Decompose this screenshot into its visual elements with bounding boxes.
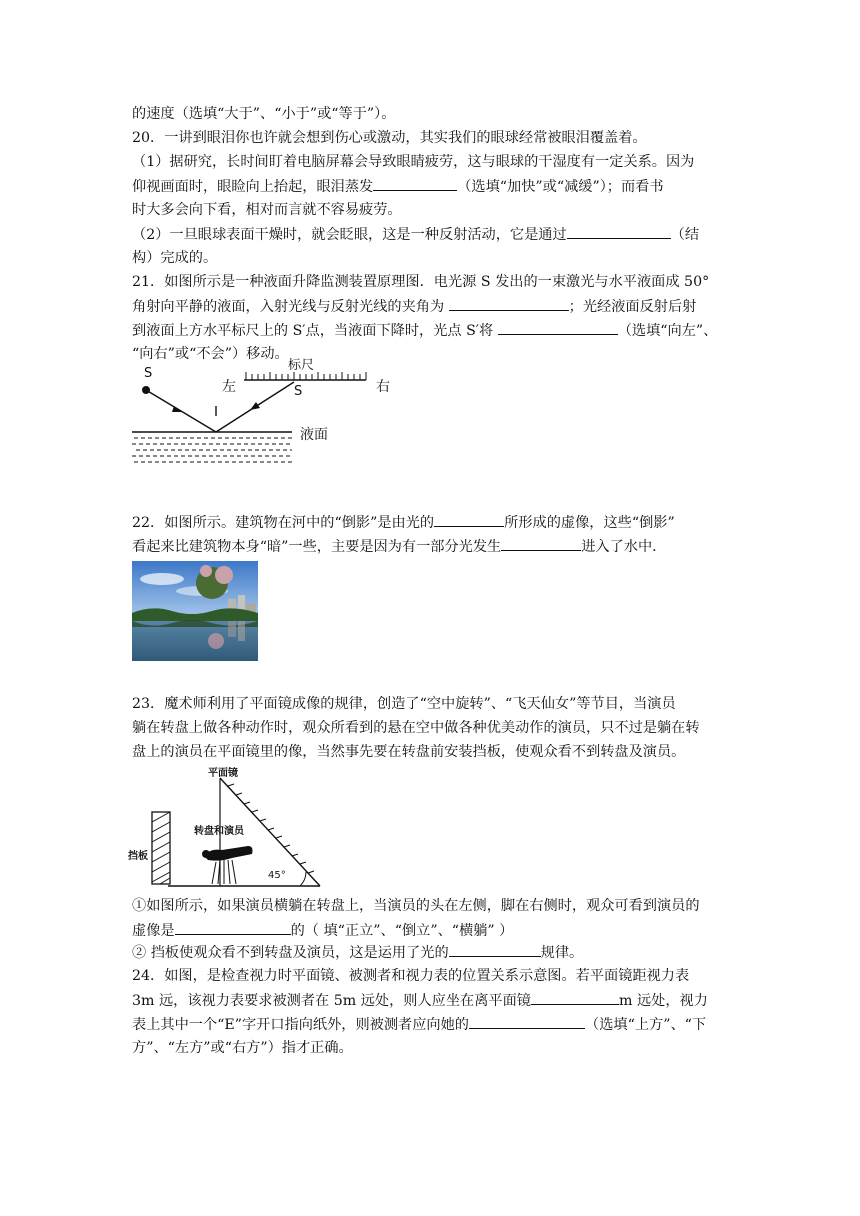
text: 盘上的演员在平面镜里的像，当然事先要在转盘前安装挡板，使观众看不到转盘及演员。 (132, 744, 686, 760)
text: “向右”或“不会”）移动。 (132, 346, 289, 362)
q24-line4 (132, 1038, 353, 1058)
q21-line2 (132, 296, 696, 317)
text: 的（ 填“正立”、“倒立”、“横躺” ） (290, 923, 514, 939)
water-hatch (132, 438, 292, 462)
text: m 远处，视力 (619, 993, 708, 1009)
text: （选填“向左”、 (617, 323, 718, 339)
text: 虚像是 (132, 923, 175, 939)
label-S-prime: S (294, 384, 303, 399)
answer-blank[interactable] (501, 536, 581, 551)
text: 的速度（选填“大于”、“小于”或“等于”）。 (132, 106, 396, 122)
turntable-stand (212, 860, 236, 884)
answer-blank[interactable] (449, 296, 569, 311)
q23-line3 (132, 742, 685, 762)
text: 24．如图，是检查视力时平面镜、被测者和视力表的位置关系示意图。若平面镜距视力表 (132, 968, 690, 984)
figure-21-diagram (132, 358, 402, 472)
text: 方”、“左方”或“右方”）指才正确。 (132, 1040, 353, 1056)
text-line (132, 104, 395, 124)
answer-blank[interactable] (449, 942, 541, 957)
label-left: 左 (222, 379, 236, 395)
reflection-photo-svg (132, 561, 258, 661)
label-liquid: 液面 (300, 427, 328, 443)
answer-blank[interactable] (175, 920, 291, 935)
question-22 (132, 512, 675, 533)
answer-blank[interactable] (567, 224, 671, 239)
q22-line2 (132, 536, 666, 557)
text: ①如图所示，如果演员横躺在转盘上，当演员的头在左侧，脚在右侧时，观众可看到演员的 (132, 898, 700, 914)
text: 3m 远，该视力表要求被测者在 5m 远处，则人应坐在离平面镜 (132, 993, 531, 1009)
q20-part2-line2 (132, 248, 217, 268)
q20-part1-line3 (132, 200, 402, 220)
q24-line3 (132, 1014, 706, 1035)
text: 看起来比建筑物本身“暗”一些，主要是因为有一部分光发生 (132, 539, 502, 555)
text: 角射向平静的液面，入射光线与反射光线的夹角为 (132, 299, 445, 315)
label-scale: 标尺 (288, 358, 315, 373)
label-board: 挡板 (128, 851, 148, 862)
text: 22．如图所示。建筑物在河中的“倒影”是由光的 (132, 515, 435, 531)
text: 仰视画面时，眼睑向上抬起，眼泪蒸发 (132, 179, 374, 195)
text: 21．如图所示是一种液面升降监测装置原理图．电光源 S 发出的一束激光与水平液面成 50° (132, 274, 710, 290)
text: 到液面上方水平标尺上的 S′点，当液面下降时，光点 S′将 (132, 323, 494, 339)
answer-blank[interactable] (498, 320, 618, 335)
text: 20．一讲到眼泪你也许就会想到伤心或激动，其实我们的眼球经常被眼泪覆盖着。 (132, 130, 647, 146)
text: （选填“加快”或“减缓”）；而看书 (457, 179, 664, 195)
text: 时大多会向下看，相对而言就不容易疲劳。 (132, 202, 402, 218)
reflected-arrow (250, 402, 260, 410)
performer (204, 846, 253, 861)
text: （选填“上方”、“下 (585, 1017, 707, 1033)
angle-arc (300, 872, 306, 886)
text: ；光经液面反射后射 (568, 299, 697, 315)
label-mirror: 平面镜 (208, 768, 238, 779)
answer-blank[interactable] (469, 1014, 585, 1029)
answer-blank[interactable] (434, 512, 504, 527)
text: 进入了水中． (581, 539, 667, 555)
question-20-stem (132, 128, 647, 148)
text: 所形成的虚像，这些“倒影” (504, 515, 675, 531)
baffle-hatch (152, 812, 170, 884)
text: 躺在转盘上做各种动作时，观众所看到的悬在空中做各种优美动作的演员，只不过是躺在转 (132, 720, 700, 736)
label-right: 右 (376, 379, 390, 395)
text: （1）据研究，长时间盯着电脑屏幕会导致眼睛疲劳，这与眼球的干湿度有一定关系。因为 (132, 154, 695, 170)
q23-sub2 (132, 942, 583, 963)
text: （结 (670, 227, 700, 243)
q21-line3 (132, 320, 717, 341)
figure-22-photo (132, 561, 258, 661)
reflection-diagram-svg (132, 362, 402, 472)
q20-part2 (132, 224, 699, 245)
q20-part1-line2 (132, 176, 664, 197)
performer-head (202, 850, 210, 858)
label-S: S (144, 366, 153, 381)
q23-sub1 (132, 896, 700, 916)
label-angle: 45° (268, 870, 286, 881)
ruler-ticks (246, 372, 366, 380)
question-23 (132, 694, 676, 714)
question-21 (132, 272, 709, 292)
incident-ray (146, 390, 216, 432)
q24-line2 (132, 990, 708, 1011)
label-turntable: 转盘和演员 (194, 826, 244, 837)
q20-part1 (132, 152, 694, 172)
q23-line2 (132, 718, 700, 738)
figure-23-diagram (128, 764, 324, 890)
text: 23．魔术师利用了平面镜成像的规律，创造了“空中旋转”、“飞天仙女”等节目，当演员 (132, 696, 676, 712)
q23-sub1-line2 (132, 920, 513, 941)
answer-blank[interactable] (531, 990, 619, 1005)
text: 构）完成的。 (132, 250, 218, 266)
text: （2）一旦眼球表面干燥时，就会眨眼，这是一种反射活动，它是通过 (132, 227, 567, 243)
text: 表上其中一个“E”字开口指向纸外，则被测者应向她的 (132, 1017, 469, 1033)
question-24 (132, 966, 689, 986)
q21-line4 (132, 344, 289, 364)
text: 规律。 (540, 945, 584, 961)
answer-blank[interactable] (373, 176, 457, 191)
text: ② 挡板使观众看不到转盘及演员，这是运用了光的 (132, 945, 449, 961)
